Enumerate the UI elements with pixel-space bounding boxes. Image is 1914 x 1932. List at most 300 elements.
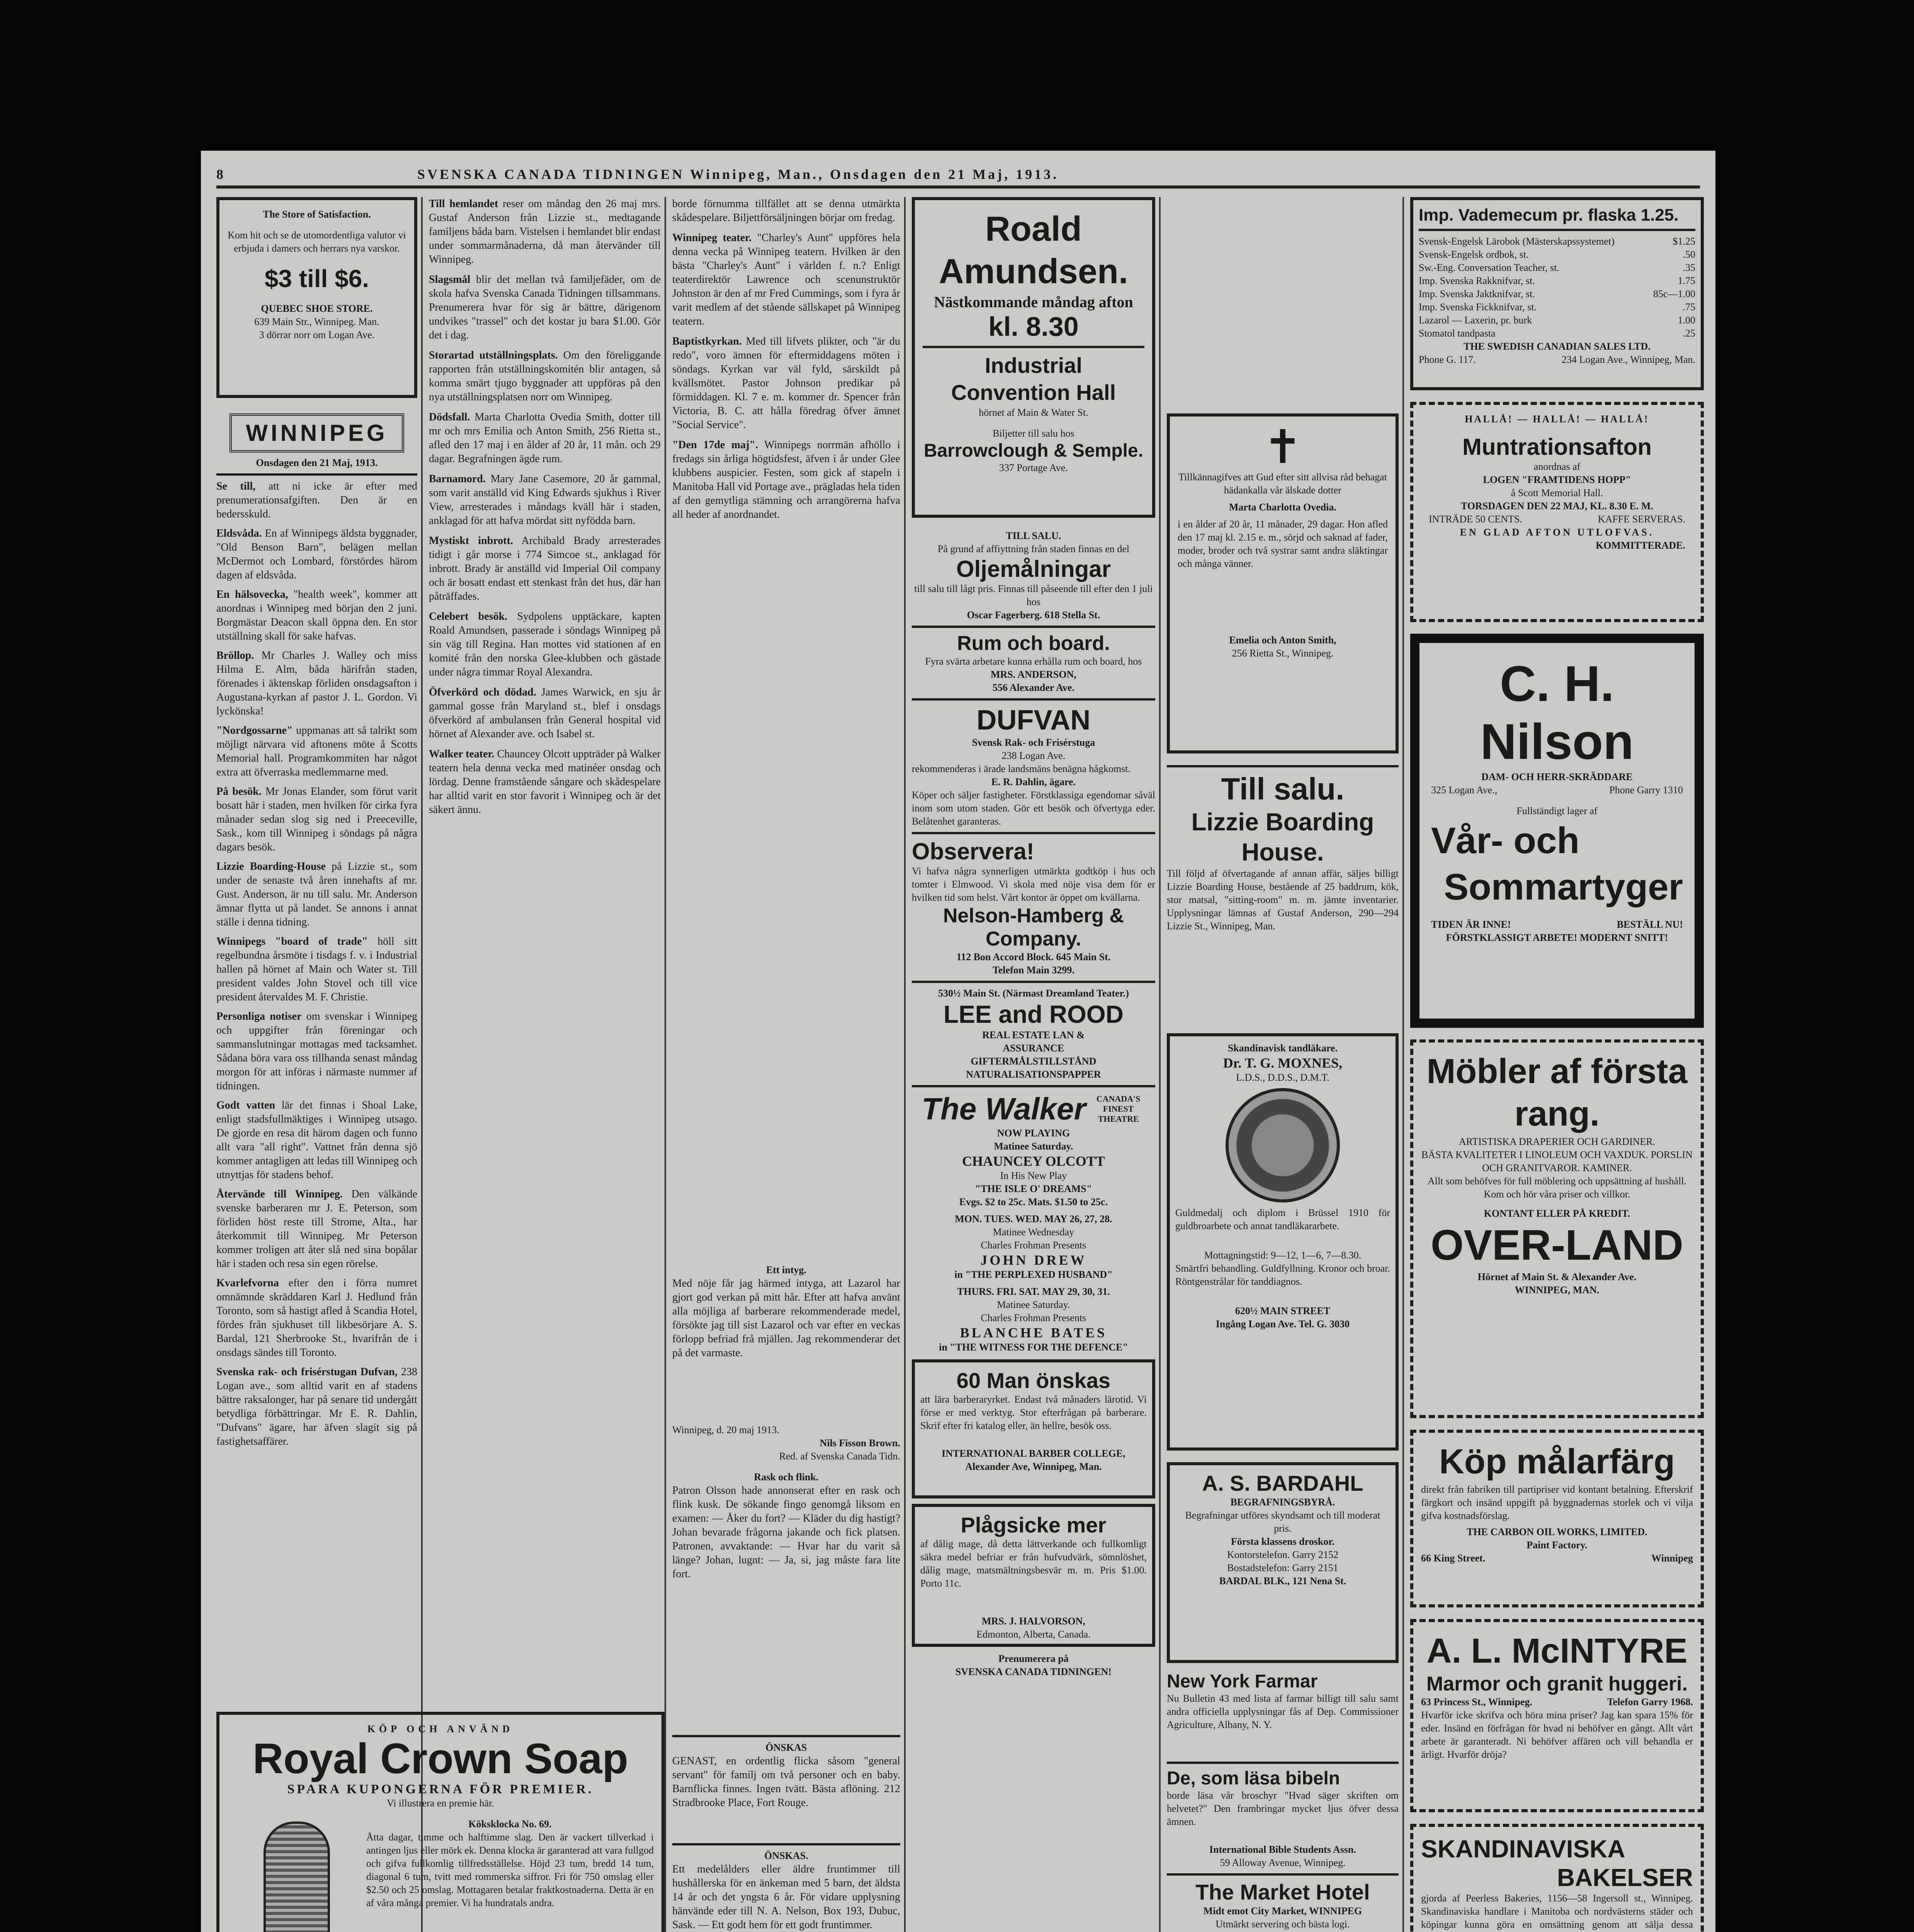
notice-address: 256 Rietta St., Winnipeg. — [1232, 648, 1334, 659]
tailor-phone: Phone Garry 1310 — [1609, 784, 1683, 796]
news-item — [216, 1276, 417, 1360]
news-item — [429, 610, 661, 679]
tailor-sub: DAM- OCH HERR-SKRÄDDARE — [1481, 771, 1633, 782]
furniture-city: WINNIPEG, MAN. — [1515, 1284, 1600, 1296]
bible-ad — [1167, 1768, 1399, 1869]
news-item — [429, 197, 661, 267]
muntration-place: å Scott Memorial Hall. — [1511, 487, 1603, 498]
amundsen-address: 337 Portage Ave. — [999, 462, 1068, 473]
vademecum-seller: THE SWEDISH CANADIAN SALES LTD. — [1464, 341, 1651, 352]
notice-name: Marta Charlotta Ovedia. — [1229, 502, 1336, 513]
wanted-heading: ÖNSKAS. — [764, 1850, 808, 1861]
walker-name: The Walker — [921, 1092, 1086, 1126]
news-item-text: James Warwick, en sju år gammal gosse från Maryland st., blef i onsdags öfverkörd af ambulansen från General hospital vid hörnet af Alexander ave. och Isabel st. — [429, 686, 661, 740]
paintings-head: TILL SALU. — [1006, 530, 1061, 541]
testimonial-date: Winnipeg, d. 20 maj 1913. — [672, 1424, 779, 1435]
dufvan-name: DUFVAN — [976, 705, 1091, 736]
market-text: Utmärkt servering och bästa logi. — [1215, 1918, 1350, 1930]
soap-sub: Vi illustrera en premie här. — [387, 1798, 494, 1809]
soap-item: Köksklocka No. 69. — [468, 1818, 552, 1830]
news-item-text: borde förnumma tillfället att se denna utmärkta skådespelare. Biljettförsäljningen börjar om fredag. — [672, 198, 900, 224]
subscribe-banner — [912, 1652, 1155, 1679]
medal-icon — [1226, 1088, 1340, 1202]
divider — [912, 626, 1155, 628]
amundsen-tickets: Biljetter till salu hos — [993, 428, 1074, 439]
tailor-name: C. H. Nilson — [1480, 655, 1634, 770]
news-item — [216, 1365, 417, 1449]
paint-address: 66 King Street. — [1421, 1553, 1486, 1564]
shoe-store-ad — [216, 197, 417, 398]
boarding-name: Lizzie Boarding House. — [1191, 808, 1374, 866]
wanted-text: Ett medelålders eller äldre fruntimmer till hushållerska för en änkeman med 5 barn, det äldsta 14 år och det yngsta 6 år. För vidare upplysning hänvände eder till N. A. Nelson, Box 193, Dubuc, Sask. — Ett godt hem för ett godt fruntimmer. — [672, 1863, 900, 1931]
dentist-address: 620½ MAIN STREET — [1235, 1305, 1331, 1316]
ny-farms-ad — [1167, 1671, 1399, 1758]
walker-tag: CANADA'S FINEST THEATRE — [1096, 1094, 1141, 1124]
soap-slogan: SPARA KUPONGERNA FÖR PREMIER. — [287, 1782, 594, 1796]
news-item-text: Marta Charlotta Ovedia Smith, dotter till mr och mrs Emilia och Anton Smith, 256 Rietta st., afled den 17 maj i en ålder af 20 år, 11 mån. och 29 dagar. Begrafningen ägde rum. — [429, 411, 661, 465]
muntration-committee: KOMMITTERADE. — [1596, 540, 1685, 551]
paintings-text: På grund af affiyttning från staden finnas en del — [937, 543, 1130, 554]
walker-dates: MON. TUES. WED. MAY 26, 27, 28. — [955, 1213, 1112, 1225]
news-item-head: Storartad utställningsplats. — [429, 349, 558, 361]
lee-rood-line: NATURALISATIONSPAPPER — [966, 1069, 1101, 1080]
winnipeg-heading: WINNIPEG — [229, 413, 404, 452]
paint-sub: Paint Factory. — [1526, 1539, 1588, 1551]
death-notice — [1167, 413, 1399, 753]
monument-name: A. L. McINTYRE — [1426, 1632, 1688, 1670]
ny-farms-text: Nu Bulletin 43 med lista af farmar billigt till salu samt andra officiella upplysningar fås af Dep. Commissioner Agriculture, Albany, N. Y. — [1167, 1693, 1399, 1730]
halla-line: HALLÅ! — HALLÅ! — HALLÅ! — [1465, 413, 1649, 425]
ny-farms-head: New York Farmar — [1167, 1671, 1318, 1692]
testimonial-ref: Red. af Svenska Canada Tidn. — [779, 1451, 900, 1462]
newspaper-page — [201, 151, 1715, 1932]
news-item-text: Archibald Brady arresterades tidigt i går morse i 774 Simcoe st., anklagad för inbrott. Brady är anställd vid Imperial Oil company och är bosatt endast ett stenkast från det hus, där han påträffades. — [429, 535, 661, 602]
testimonial-text: Med nöje får jag härmed intyga, att Lazarol har gjort god verkan på mitt hår. Efter att hafva använt alla möjliga af barberare rekommenderade medel, försökte jag till sist Lazarol och var efter en veckas förlopp befriad frå mjällen. Jag rekommenderar det på det varmaste. — [672, 1277, 900, 1359]
news-item-head: Slagsmål — [429, 274, 471, 286]
divider — [1167, 1873, 1399, 1876]
remedy-text: af dålig mage, då detta lättverkande och fullkomligt säkra medel befriar er från hufvudvärk, sömnlöshet, dålig mage, matsmältningsbesvär m. m. Pris $1.00. Porto 11c. — [920, 1538, 1147, 1589]
dentist-text: Guldmedalj och diplom i Brüssel 1910 för guldbroarbete och annat tandläkararbete. — [1175, 1207, 1390, 1231]
news-item-head: Barnamord. — [429, 473, 486, 485]
testimonial-sign: Nils Fisson Brown. — [819, 1437, 900, 1449]
news-item-head: Bröllop. — [216, 650, 254, 662]
room-board-head: Rum och board. — [957, 632, 1110, 655]
muntration-coffee: KAFFE SERVERAS. — [1598, 514, 1685, 525]
subscribe-line: SVENSKA CANADA TIDNINGEN! — [955, 1666, 1112, 1677]
anecdote-text: Patron Olsson hade annonserat efter en rask och flink kusk. De sökande fingo genomgå liksom en examen: — Åker du fort? — Kläder du dig hastigt? Johan bevarade frågorna jakande och fick platsen. Patronen, avvaktande: — Hvar har du varit så länge? Johan, lugnt: — Ja, si, jag måste fara lite fort. — [672, 1485, 900, 1580]
barber-school: INTERNATIONAL BARBER COLLEGE, — [942, 1448, 1125, 1459]
observera-head: Observera! — [912, 838, 1034, 864]
paint-firm: THE CARBON OIL WORKS, LIMITED. — [1467, 1526, 1647, 1537]
walker-presents: Charles Frohman Presents — [981, 1312, 1086, 1323]
monument-address: 63 Princess St., Winnipeg. — [1421, 1696, 1532, 1708]
tailor-line1: Vår- och — [1431, 820, 1580, 861]
price-row — [1419, 248, 1695, 261]
wanted-heading: ÖNSKAS — [765, 1742, 807, 1753]
news-item — [216, 724, 417, 779]
price-value: .35 — [1683, 262, 1695, 273]
divider — [912, 698, 1155, 701]
divider — [912, 1085, 1155, 1087]
dentist-kicker: Skandinavisk tandläkare. — [1227, 1043, 1338, 1054]
masthead-line: SVENSKA CANADA TIDNINGEN Winnipeg, Man., Onsdagen den 21 Maj, 1913. — [417, 167, 1059, 182]
paint-city: Winnipeg — [1651, 1553, 1693, 1564]
vademecum-head: Imp. Vademecum pr. flaska 1.25. — [1419, 206, 1679, 224]
news-item — [429, 472, 661, 528]
dufvan-owner: E. R. Dahlin, ägare. — [991, 776, 1076, 787]
pastry-head2: BAKELSER — [1557, 1864, 1693, 1891]
paintings-big: Oljemålningar — [956, 556, 1111, 582]
notice-text2: i en ålder af 20 år, 11 månader, 29 dagar. Hon afled den 17 maj kl. 2.15 e. m., sörjd och saknad af fader, moder, broder och två systrar samt andra släktingar och många vänner. — [1178, 519, 1388, 569]
news-item-head: Winnipegs "board of trade" — [216, 935, 368, 947]
pastry-text: gjorda af Peerless Bakeries, 1156—58 Ingersoll st., Winnipeg. Skandinaviska handlare i Manitoba och nordvästerns städer och köpingar kunna göra en omsättning genom att sälja dessa — [1421, 1893, 1693, 1930]
tailor-stock: Fullständigt lager af — [1516, 805, 1598, 816]
divider — [923, 346, 1144, 348]
news-item-head: Kvarlefvorna — [216, 1277, 279, 1289]
price-row — [1419, 314, 1695, 327]
dufvan-text2: Köper och säljer fastigheter. Förstklassiga egendomar såväl inom som utom staden. Gör ett besök och öfvertyga eder. Belåtenhet garanteras. — [912, 789, 1155, 827]
news-item — [429, 349, 661, 404]
shoe-ad-store: QUEBEC SHOE STORE. — [261, 303, 373, 314]
column-6 — [1410, 197, 1704, 1932]
muntration-when: TORSDAGEN DEN 22 MAJ, KL. 8.30 E. M. — [1461, 500, 1653, 512]
bardahl-name: A. S. BARDAHL — [1202, 1471, 1363, 1495]
barber-address: Alexander Ave, Winnipeg, Man. — [965, 1461, 1102, 1472]
paintings-who: Oscar Fagerberg. 618 Stella St. — [967, 609, 1100, 621]
news-item-text: höll sitt regelbundna årsmöte i tisdags f. v. i Industrial hallen på hörnet af Main och Water st. Till president valdes John Stovel och till vice president återvaldes M. F. Christie. — [216, 935, 417, 1003]
wanted-text: GENAST, en ordentlig flicka såsom "general servant" för familj om två personer och en baby. Barnflicka finnes. Ingen tvätt. Bästa aflöning. 212 Stradbrooke Place, Fort Rouge. — [672, 1755, 900, 1809]
news-item-text: lär det finnas i Shoal Lake, enligt stadsfullmäktiges i Winnipeg utsago. De gjorde en resa dit härom dagen och funno allt vara "all right". Vattnet från denna sjö kommer antagligen att ledas till Winnipeg och utnyttjas för stadens behof. — [216, 1099, 417, 1181]
muntration-lodge: LOGEN "FRAMTIDENS HOPP" — [1483, 474, 1631, 485]
news-item — [216, 1187, 417, 1271]
paint-ad — [1410, 1430, 1704, 1607]
news-item-text: Med till lifvets plikter, och "är du redo", voro ämnen för eftermiddagens möten i söndags. Kyrkan var väl fyld, särskildt på kvällsmötet. Pastor Johnson predikar på förmiddagen. Kl. 7 e. m. kommer dr. Spencer från Victoria, B. C. att hålla föredrag öfver ämnet "Social Service". — [672, 335, 900, 431]
news-item-text: reser om måndag den 26 maj mrs. Gustaf Anderson från Lizzie st., medtagande familjens båda barn. Vistelsen i hemlandet blir endast under sommarmånaderna, då man återvänder till Winnipeg. — [429, 198, 661, 265]
price-row — [1419, 327, 1695, 340]
amundsen-corner: hörnet af Main & Water St. — [979, 407, 1088, 418]
dentist-hours: Mottagningstid: 9—12, 1—6, 7—8.30. — [1204, 1250, 1362, 1261]
column-3 — [672, 197, 900, 1932]
paint-text: direkt från fabriken till partipriser vid kontant betalning. Efterskrif färgkort och insänd uppgift på byggnadernas storlek och vi vilja gifva kostnadsförslag. — [1421, 1484, 1693, 1521]
news-item-text: att ni icke är efter med prenumerationsafgiften. Den är en bedersskuld. — [216, 480, 417, 520]
news-item — [672, 197, 900, 225]
tailor-line2: Sommartyger — [1444, 866, 1683, 908]
news-item-text: Mr Charles J. Walley och miss Hilma E. Alm, båda härifrån staden, förenades i äktenskap förliden onsdagsafton i Augustana-kyrkan af pastor J. L. Gordon. Vi lyckönska! — [216, 650, 417, 717]
room-board-who: MRS. ANDERSON, — [991, 669, 1076, 680]
price-row — [1419, 287, 1695, 301]
amundsen-hall: Industrial Convention Hall — [951, 353, 1116, 405]
barber-head: 60 Man önskas — [956, 1368, 1111, 1393]
divider — [672, 1735, 900, 1737]
price-value: 1.75 — [1678, 275, 1695, 286]
news-item-text: Sydpolens upptäckare, kapten Roald Amundsen, passerade i söndags Winnipeg på sin väg till Regina. Han mottes vid stationen af en komité från den norska Glee-klubben och gästade under några timmar Royal Alexandra. — [429, 611, 661, 678]
shoe-ad-address: 639 Main Str., Winnipeg. Man. — [254, 316, 379, 327]
price-item: Lazarol — Laxerin, pr. burk — [1419, 315, 1532, 326]
room-board-address: 556 Alexander Ave. — [992, 682, 1075, 693]
news-column-3 — [672, 197, 900, 1256]
news-item-text: uppmanas att så talrikt som möjligt närvara vid aftonens möte å Scotts Memorial hall. Programkommiten har något extra att öfverraska medlemmarne med. — [216, 724, 417, 778]
furniture-credit: KONTANT ELLER PÅ KREDIT. — [1484, 1208, 1630, 1219]
news-item-text: på Lizzie st., som under de senaste två åren innehafts af mr. Gust. Anderson, är nu till salu. Mr. Anderson ämnar flytta ut på landet. Se annons i annat ställe i denna tidning. — [216, 861, 417, 928]
market-hotel-ad — [1167, 1879, 1399, 1932]
price-row — [1419, 261, 1695, 274]
bardahl-address: BARDAL BLK., 121 Nena St. — [1219, 1575, 1346, 1587]
news-item — [429, 534, 661, 604]
news-item — [216, 860, 417, 929]
news-item-head: Lizzie Boarding-House — [216, 861, 326, 872]
dufvan-ad — [912, 704, 1155, 828]
column-2 — [429, 197, 661, 1696]
price-value: .75 — [1683, 301, 1695, 313]
price-row — [1419, 301, 1695, 314]
amundsen-seller: Barrowclough & Semple. — [923, 440, 1144, 461]
walker-mat: Matinee Wednesday — [993, 1226, 1074, 1238]
tailor-call1: TIDEN ÄR INNE! — [1431, 919, 1511, 930]
furniture-line: ARTISTISKA DRAPERIER OCH GARDINER. — [1458, 1136, 1656, 1147]
divider — [1419, 229, 1695, 231]
column-rule — [665, 197, 666, 1932]
market-name: The Market Hotel — [1195, 1880, 1370, 1904]
room-board-ad — [912, 632, 1155, 694]
news-item-head: Baptistkyrkan. — [672, 335, 742, 347]
news-item-text: 238 Logan ave., som alltid varit en af stadens bättre raksalonger, har på senare tid undergått betydliga förbättringar. Mr E. R. Dahlin, "Dufvans" ägare, har äfven slagit sig på fastighetsaffärer. — [216, 1366, 417, 1447]
divider — [216, 473, 417, 476]
dentist-ad — [1167, 1033, 1399, 1451]
walker-star: BLANCHE BATES — [960, 1325, 1107, 1340]
amundsen-name: Roald Amundsen. — [938, 210, 1129, 291]
news-item-text: Winnipegs norrmän afhöllo i fredags sin årliga högtidsfest, äfven i år under Glee klubbens auspicier. Festen, som gick af stapeln i Manitoba Hall vid Portage ave., prägladas hela tiden af den gemytliga stämning och arrangörerna hafva all heder af anordnandet. — [672, 439, 900, 520]
walker-prices: Evgs. $2 to 25c. Mats. $1.50 to 25c. — [959, 1196, 1108, 1208]
news-item-head: Öfverkörd och dödad. — [429, 686, 536, 698]
observera-firm: Nelson-Hamberg & Company. — [943, 905, 1124, 950]
lee-rood-line: REAL ESTATE LAN & — [982, 1029, 1085, 1041]
dufvan-sub: Svensk Rak- och Frisérstuga — [972, 737, 1095, 748]
dentist-degrees: L.D.S., D.D.S., D.M.T. — [1236, 1072, 1329, 1083]
pastry-ad — [1410, 1824, 1704, 1932]
news-item-head: "Den 17de maj". — [672, 439, 758, 451]
lee-rood-address: 530½ Main St. (Närmast Dreamland Teater.) — [938, 988, 1129, 999]
news-item — [429, 685, 661, 741]
stomach-remedy-ad — [912, 1504, 1155, 1647]
price-value: $1.25 — [1673, 236, 1695, 247]
furniture-line: BÄSTA KVALITETER I LINOLEUM OCH VAXDUK. PORSLIN OCH GRANITVAROR. KAMINER. — [1421, 1149, 1693, 1173]
bardahl-tel: Kontorstelefon. Garry 2152 — [1227, 1549, 1339, 1560]
news-item-text: Om den föreliggande rapporten från utställningskomitén blir antagen, så komma smärt tjugo byggnader att uppföras på den nya utställningsplatsen norr om Winnipeg. — [429, 349, 661, 403]
bible-org: International Bible Students Assn. — [1209, 1844, 1356, 1855]
news-item-head: Återvände till Winnipeg. — [216, 1188, 343, 1200]
dentist-name: Dr. T. G. MOXNES, — [1223, 1055, 1343, 1071]
news-item — [216, 1010, 417, 1093]
news-item-text: Den välkände svenske barberaren mr J. E. Peterson, som förliden höst reste till Strome, Alta., har återkommit till Winnipeg. Mr Peterson kommer troligen att åter slå ned sina bopålar här i staden och resa sin egen rörelse. — [216, 1188, 417, 1270]
page-header — [216, 162, 1700, 189]
walker-play: in "THE PERPLEXED HUSBAND" — [954, 1269, 1113, 1280]
observera-address: 112 Bon Accord Block. 645 Main St. — [956, 951, 1111, 963]
news-item-head: Till hemlandet — [429, 198, 498, 210]
news-item-text: om svenskar i Winnipeg och uppgifter från föreningar och sammanslutningar mottagas med tacksamhet. Sådana böra vara oss tillhanda senast måndag morgon för att införas i närmaste nummer af tidningen. — [216, 1010, 417, 1092]
shoe-ad-price: $3 till $6. — [264, 265, 369, 293]
royal-crown-soap-ad — [216, 1712, 665, 1932]
cross-icon: ✝ — [1263, 422, 1302, 473]
vademecum-ad — [1410, 197, 1704, 390]
tailor-call3: FÖRSTKLASSIGT ARBETE! MODERNT SNITT! — [1446, 932, 1668, 943]
walker-now: NOW PLAYING — [997, 1128, 1070, 1139]
soap-kicker: KÖP OCH ANVÄND — [367, 1723, 514, 1735]
divider — [912, 981, 1155, 983]
lee-rood-line: GIFTERMÅLSTILLSTÅND — [971, 1056, 1096, 1067]
observera-text: Vi hafva några synnerligen utmärkta godtköp i hus och tomter i Elmwood. Vi skola med nöje visa dem för er hvilken tid som helst. Vårt kontor är öppet om kvällarna. — [912, 866, 1155, 903]
news-item-head: Godt vatten — [216, 1099, 275, 1111]
price-item: Svensk-Engelsk ordbok, st. — [1419, 249, 1529, 260]
news-item-head: Svenska rak- och frisérstugan Dufvan, — [216, 1366, 398, 1378]
observera-tel: Telefon Main 3299. — [992, 964, 1075, 976]
news-item-head: Winnipeg teater. — [672, 232, 752, 244]
news-item-text: blir det mellan två familjefäder, om de skola hafva Svenska Canada Tidningen tillsammans. Prenumerera hvar för sig är bättre, därigenom undvikes "trassel" och det kostar ju bara $1.00. Gör det i dag. — [429, 274, 661, 341]
walker-mat: Matinee Saturday. — [994, 1141, 1073, 1152]
pastry-head: SKANDINAVISKA — [1421, 1835, 1625, 1863]
muntration-by: anordnas af — [1533, 461, 1581, 472]
muntration-entry: INTRÄDE 50 CENTS. — [1429, 514, 1522, 525]
entertainment-evening-ad — [1410, 402, 1704, 622]
price-item: Sw.-Eng. Conversation Teacher, st. — [1419, 262, 1559, 273]
paintings-for-sale-ad — [912, 529, 1155, 622]
bardahl-sub: BEGRAFNINGSBYRÅ. — [1230, 1497, 1335, 1508]
news-item-head: Mystiskt inbrott. — [429, 535, 513, 547]
shoe-ad-directions: 3 dörrar norr om Logan Ave. — [259, 329, 375, 340]
news-item — [429, 273, 661, 342]
price-row — [1419, 274, 1695, 287]
furniture-ad — [1410, 1039, 1704, 1418]
tailor-call2: BESTÄLL NU! — [1617, 919, 1683, 930]
observera-ad — [912, 838, 1155, 977]
soap-text: Åtta dagar, timme och halftimme slag. Den är vackert tillverkad i antingen ljus eller mörk ek. Denna klocka är garanterad att vara fullgod och gifva fullkomlig tillfredsställelse. Höjd 23 tum, bredd 14 tum, diagonal 6 tum, tvitt med rommerska siffror. Fri för 750 omslag eller $2.50 och 25 omslag. Mottagaren betalar fraktkostnaderna. Detta är en af våra många premier. Vi ha hundratals andra. — [366, 1832, 654, 1908]
divider — [1167, 765, 1399, 767]
news-item — [429, 410, 661, 466]
news-item-head: Celebert besök. — [429, 611, 508, 622]
tailor-ad — [1410, 634, 1704, 1028]
news-item-text: Mr Jonas Elander, som förut varit bosatt här i staden, men hvilken för cirka fyra månader sedan slog sig ned i Preeceville, Sask., kom till Winnipeg i söndags på några dagars besök. — [216, 786, 417, 853]
winnipeg-dateline: Onsdagen den 21 Maj, 1913. — [256, 457, 378, 468]
barber-school-ad — [912, 1359, 1155, 1498]
news-item-head: En hälsovecka, — [216, 588, 288, 600]
news-item — [672, 438, 900, 522]
lee-rood-line: ASSURANCE — [1003, 1043, 1064, 1054]
price-value: .50 — [1683, 249, 1695, 260]
divider — [912, 832, 1155, 834]
divider — [672, 1843, 900, 1845]
walker-star: JOHN DREW — [980, 1252, 1087, 1268]
lee-rood-ad — [912, 987, 1155, 1081]
news-item — [216, 527, 417, 582]
news-item-text: "Charley's Aunt" uppföres hela denna vecka på Winnipeg teatern. Hvilken är den bästa "Charley's Aunt" i världen f. n.? Enligt teaterdirektör Lawrence och scenunstruktör Johnston är den af mr Fred Cummings, som i fyra år varit medlem af det stående sällskapet på Winnipeg teatern. — [672, 232, 900, 327]
column-rule — [1159, 197, 1161, 1932]
walker-theatre-ad — [912, 1091, 1155, 1354]
news-item-head: Personliga notiser — [216, 1010, 302, 1022]
bardahl-tel: Bostadstelefon: Garry 2151 — [1227, 1562, 1338, 1573]
price-item: Imp. Svenska Jaktknifvar, st. — [1419, 288, 1535, 299]
local-news-list — [216, 480, 417, 1592]
price-value: .25 — [1683, 328, 1695, 339]
column-5 — [1167, 197, 1399, 1932]
furniture-head: Möbler af första rang. — [1426, 1052, 1688, 1133]
walker-play: In His New Play — [1000, 1170, 1067, 1181]
room-board-text: Fyra svärta arbetare kunna erhålla rum och board, hos — [925, 656, 1142, 667]
monument-ad — [1410, 1619, 1704, 1812]
muntration-tag: EN GLAD AFTON UTLOFVAS. — [1460, 527, 1654, 538]
bardahl-text: Begrafningar utföres skyndsamt och till moderat pris. — [1185, 1510, 1380, 1534]
amundsen-time: kl. 8.30 — [988, 311, 1079, 342]
page-number: 8 — [216, 167, 226, 182]
column-rule — [421, 197, 423, 1932]
news-item — [216, 588, 417, 643]
soap-brand: Royal Crown Soap — [253, 1735, 628, 1782]
vademecum-phone: Phone G. 117. — [1419, 354, 1476, 365]
price-item: Imp. Svenska Fickknifvar, st. — [1419, 301, 1537, 313]
dufvan-address: 238 Logan Ave. — [1001, 750, 1066, 761]
boarding-text: Till följd af öfvertagande af annan affär, säljes billigt Lizzie Boarding House, bestående af 25 baddrum, kök, stor matsal, "sitting-room" m. m. jämte inventarier. Upplysningar lämnas af Gustaf Anderson, 290—294 Lizzie St., Winnipeg, Man. — [1167, 868, 1399, 932]
boarding-house-sale-ad — [1167, 771, 1399, 1022]
remedy-seller: MRS. J. HALVORSON, — [982, 1616, 1085, 1627]
monument-sub: Marmor och granit huggeri. — [1426, 1673, 1688, 1695]
testimonial-heading: Ett intyg. — [766, 1264, 806, 1276]
news-item — [672, 335, 900, 432]
news-item — [216, 649, 417, 718]
news-item-head: Dödsfall. — [429, 411, 470, 423]
column-rule — [1402, 197, 1404, 1932]
news-item-text: Mary Jane Casemore, 20 år gammal, som varit anställd vid King Edwards sjukhus i River View, arresterades i måndags kväll här i staden, anklagad för att hafva mördat sitt nyfödda barn. — [429, 473, 661, 527]
news-item — [216, 935, 417, 1004]
news-item — [429, 747, 661, 817]
divider — [1167, 1762, 1399, 1764]
news-item-head: På besök. — [216, 786, 262, 798]
news-item-text: efter den i förra numret omnämnde skräddaren Karl J. Hedlund från Toronto, som så hastigt afled å Scandia Hotel, fördes från sjukhuset till likbesörjare A. S. Bardal, 121 Sherbrooke St., hvarifrån de i onsdags sändes till Toronto. — [216, 1277, 417, 1359]
lee-rood-name: LEE and ROOD — [943, 1000, 1124, 1028]
dufvan-text: rekommenderas i ärade landsmäns benägna hågkomst. — [912, 763, 1131, 774]
walker-play: in "THE WITNESS FOR THE DEFENCE" — [939, 1342, 1128, 1353]
walker-dates: THURS. FRI. SAT. MAY 29, 30, 31. — [957, 1286, 1110, 1297]
notice-sign: Emelia och Anton Smith, — [1229, 634, 1336, 646]
price-value: 1.00 — [1678, 315, 1695, 326]
clock-illustration — [227, 1818, 366, 1932]
amundsen-when: Nästkommande måndag afton — [934, 293, 1133, 311]
market-address: Midt emot City Market, WINNIPEG — [1203, 1905, 1362, 1917]
news-column-2 — [429, 197, 661, 1696]
news-item-head: "Nordgossarne" — [216, 724, 293, 736]
walker-star: CHAUNCEY OLCOTT — [962, 1153, 1105, 1169]
walker-presents: Charles Frohman Presents — [981, 1240, 1086, 1251]
bible-text: borde läsa vår broschyr "Hvad säger skriften om helvetet?" Den frambringar mycket ljus öfver dessa ämnen. — [1167, 1790, 1399, 1827]
news-item — [216, 480, 417, 521]
price-item: Svensk-Engelsk Lärobok (Mästerskapssystemet) — [1419, 236, 1615, 247]
notice-text: Tillkännagifves att Gud efter sitt allvisa råd behagat hädankalla vår älskade dotter — [1178, 471, 1387, 496]
tailor-address: 325 Logan Ave., — [1431, 784, 1498, 796]
news-item-text: En af Winnipegs äldsta byggnader, "Old Benson Barn", belägen mellan McDermot och Lombard, förstördes härom dagen af eldsvåda. — [216, 527, 417, 581]
column-1 — [216, 197, 417, 1592]
amundsen-lecture-ad — [912, 197, 1155, 518]
news-item-text: "health week", kommer att anordnas i Winnipeg med början den 2 juni. Borgmästar Deacon skall öppna den. En stor utställning skall för sake hafvas. — [216, 588, 417, 642]
price-item: Stomatol tandpasta — [1419, 328, 1496, 339]
bible-head: De, som läsa bibeln — [1167, 1768, 1340, 1789]
anecdote-heading: Rask och flink. — [754, 1471, 819, 1483]
news-item-head: Se till, — [216, 480, 256, 492]
bible-address: 59 Alloway Avenue, Winnipeg. — [1220, 1857, 1346, 1868]
bardahl-text2: Första klassens droskor. — [1231, 1536, 1334, 1547]
walker-title: "THE ISLE O' DREAMS" — [975, 1183, 1092, 1194]
furniture-store: OVER-LAND — [1431, 1221, 1683, 1269]
price-item: Imp. Svenska Rakknifvar, st. — [1419, 275, 1535, 286]
price-value: 85c—1.00 — [1653, 288, 1695, 299]
shoe-ad-body: Kom hit och se de utomordentliga valutor vi erbjuda i damers och herrars nya varskor. — [228, 230, 406, 254]
dentist-text2: Smärtfri behandling. Guldfyllning. Kronor och broar. Röntgenstrålar för tanddiagnos. — [1175, 1263, 1390, 1287]
